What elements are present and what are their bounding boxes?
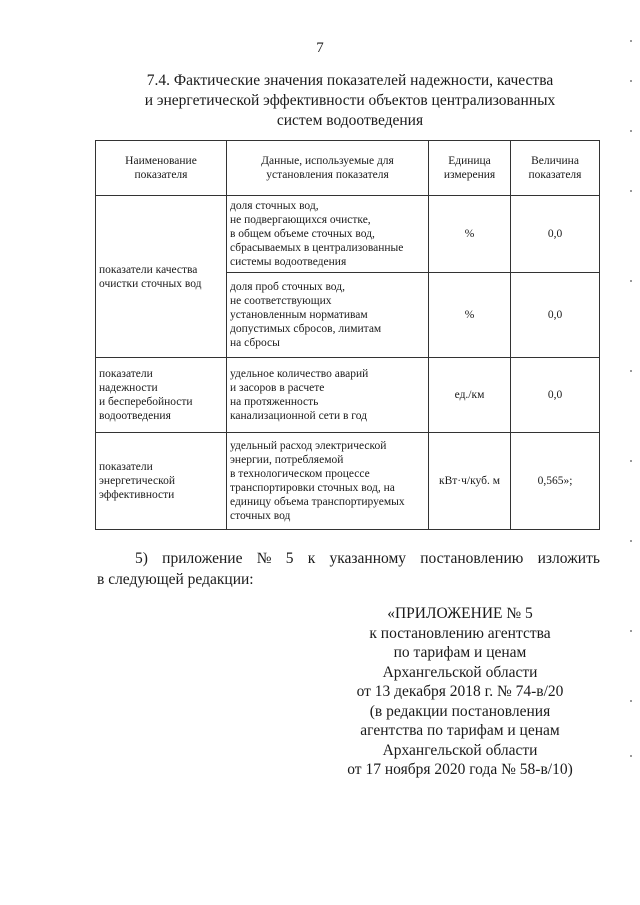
scan-edge-marks xyxy=(628,40,632,760)
appendix-header xyxy=(320,604,600,780)
appendix-line: (в редакции постановления xyxy=(369,702,551,720)
paragraph-word: 5 xyxy=(285,550,294,567)
unit-cell: % xyxy=(429,273,511,358)
indicator-name-cell: показатели надежности и бесперебойности водоотведения xyxy=(96,358,227,433)
value-cell: 0,0 xyxy=(511,358,600,433)
paragraph-word: № xyxy=(256,550,272,567)
header-source-data: Данные, используемые для установления показателя xyxy=(227,141,429,196)
paragraph-word: постановлению xyxy=(420,550,524,567)
appendix-line: агентства по тарифам и ценам xyxy=(360,722,560,739)
table-row xyxy=(96,196,600,273)
source-data-cell: доля проб сточных вод, не соответствующих установленным нормативам допустимых сбросов, лимитам на сбросы xyxy=(227,273,429,358)
indicator-name-cell: показатели качества очистки сточных вод xyxy=(96,196,227,358)
appendix-line: Архангельской области xyxy=(382,741,538,759)
paragraph-word: указанному xyxy=(329,550,406,567)
source-data-cell: удельный расход электрической энергии, потребляемой в технологическом процессе транспортировки сточных вод, на единицу объема транспортируемых сточных вод xyxy=(227,433,429,530)
paragraph-word: 5) xyxy=(135,550,148,567)
page-number: 7 xyxy=(316,40,324,56)
paragraph-word: приложение xyxy=(162,550,243,567)
appendix-line: от 17 ноября 2020 года № 58-в/10) xyxy=(347,761,573,778)
table-row xyxy=(96,433,600,530)
paragraph-line xyxy=(97,548,600,569)
appendix-line: по тарифам и ценам xyxy=(393,644,527,661)
appendix-line: Архангельской области xyxy=(382,663,538,681)
header-unit: Единица измерения xyxy=(429,141,511,196)
value-cell: 0,565»; xyxy=(511,433,600,530)
section-title-line: 7.4. Фактические значения показателей надежности, качества xyxy=(146,72,554,89)
source-data-cell: доля сточных вод, не подвергающихся очистке, в общем объеме сточных вод, сбрасываемых в централизованные системы водоотведения xyxy=(227,196,429,273)
table-row xyxy=(96,358,600,433)
amendment-paragraph xyxy=(97,548,600,590)
indicators-table xyxy=(95,140,600,530)
section-title-line: и энергетической эффективности объектов централизованных xyxy=(144,92,556,109)
header-value: Величина показателя xyxy=(511,141,600,196)
value-cell: 0,0 xyxy=(511,273,600,358)
value-cell: 0,0 xyxy=(511,196,600,273)
unit-cell: ед./км xyxy=(429,358,511,433)
paragraph-line: в следующей редакции: xyxy=(97,571,254,588)
appendix-line: «ПРИЛОЖЕНИЕ № 5 xyxy=(387,605,533,622)
appendix-line: к постановлению агентства xyxy=(369,624,551,642)
paragraph-word: к xyxy=(307,550,316,567)
header-indicator-name: Наименование показателя xyxy=(96,141,227,196)
table-header-row xyxy=(96,141,600,196)
indicator-name-cell: показатели энергетической эффективности xyxy=(96,433,227,530)
section-title xyxy=(100,71,600,131)
appendix-line: от 13 декабря 2018 г. № 74-в/20 xyxy=(356,683,564,700)
section-title-line: систем водоотведения xyxy=(276,112,424,129)
source-data-cell: удельное количество аварий и засоров в расчете на протяженность канализационной сети в год xyxy=(227,358,429,433)
paragraph-word: изложить xyxy=(537,550,600,567)
unit-cell: % xyxy=(429,196,511,273)
unit-cell: кВт·ч/куб. м xyxy=(429,433,511,530)
